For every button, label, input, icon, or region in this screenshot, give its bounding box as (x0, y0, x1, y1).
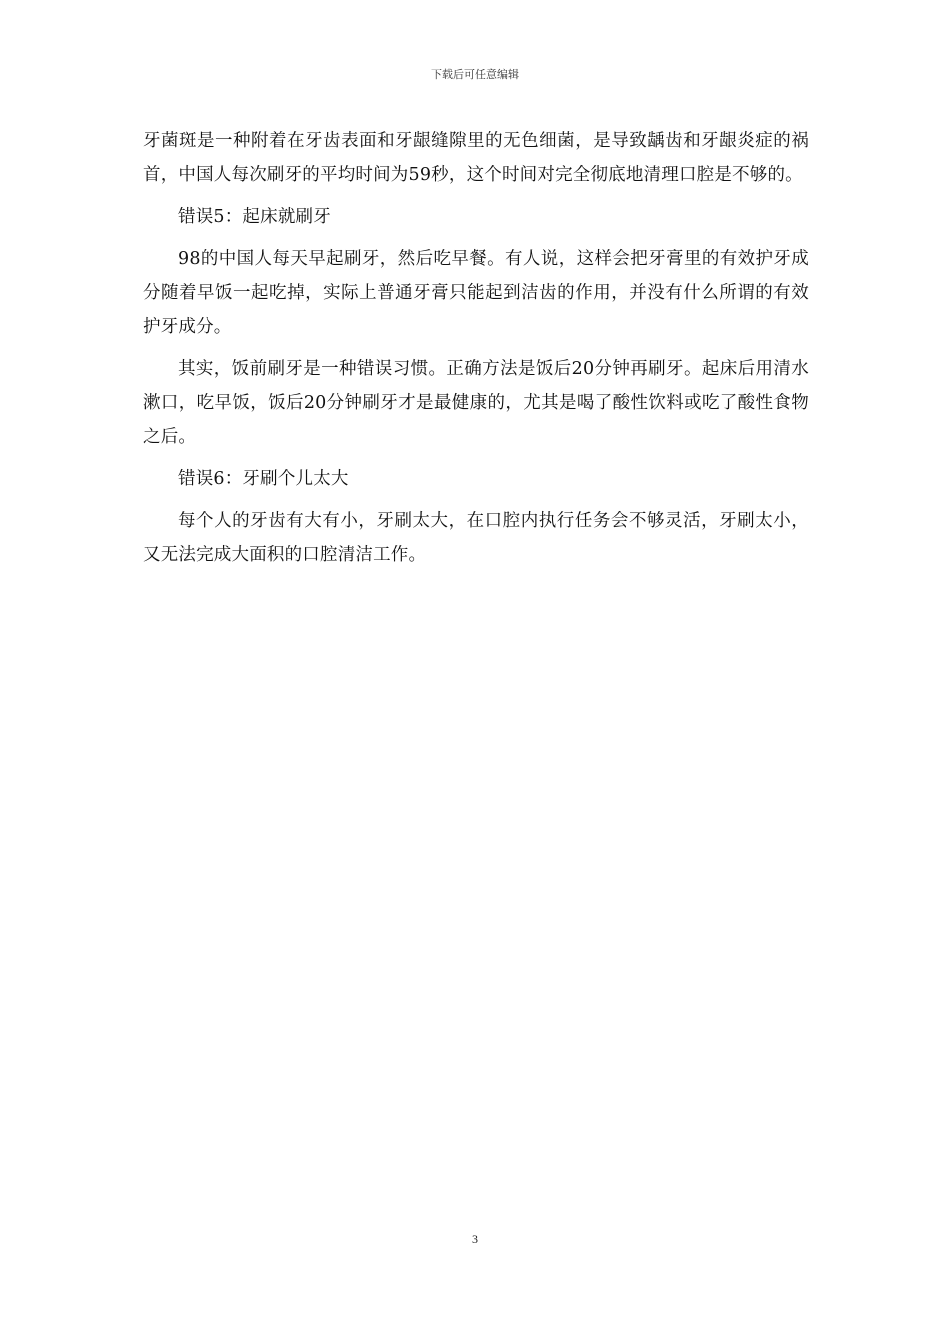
document-body (143, 124, 809, 580)
paragraph-toothbrush-size: 每个人的牙齿有大有小，牙刷太大，在口腔内执行任务会不够灵活，牙刷太小，又无法完成大面积的口腔清洁工作。 (143, 511, 809, 565)
section-heading-mistake-5: 错误5：起床就刷牙 (178, 207, 331, 227)
section-heading-mistake-6: 错误6：牙刷个儿太大 (178, 469, 349, 489)
page-header: 下载后可任意编辑 (431, 68, 519, 81)
paragraph-morning-brushing: 98的中国人每天早起刷牙，然后吃早餐。有人说，这样会把牙膏里的有效护牙成分随着早饭一起吃掉，实际上普通牙膏只能起到洁齿的作用，并没有什么所谓的有效护牙成分。 (143, 249, 809, 337)
paragraph-plaque: 牙菌斑是一种附着在牙齿表面和牙龈缝隙里的无色细菌，是导致龋齿和牙龈炎症的祸首，中国人每次刷牙的平均时间为59秒，这个时间对完全彻底地清理口腔是不够的。 (143, 131, 809, 185)
paragraph-correct-method: 其实，饭前刷牙是一种错误习惯。正确方法是饭后20分钟再刷牙。起床后用清水漱口，吃早饭，饭后20分钟刷牙才是最健康的，尤其是喝了酸性饮料或吃了酸性食物之后。 (143, 359, 809, 447)
page-number: 3 (472, 1232, 478, 1246)
